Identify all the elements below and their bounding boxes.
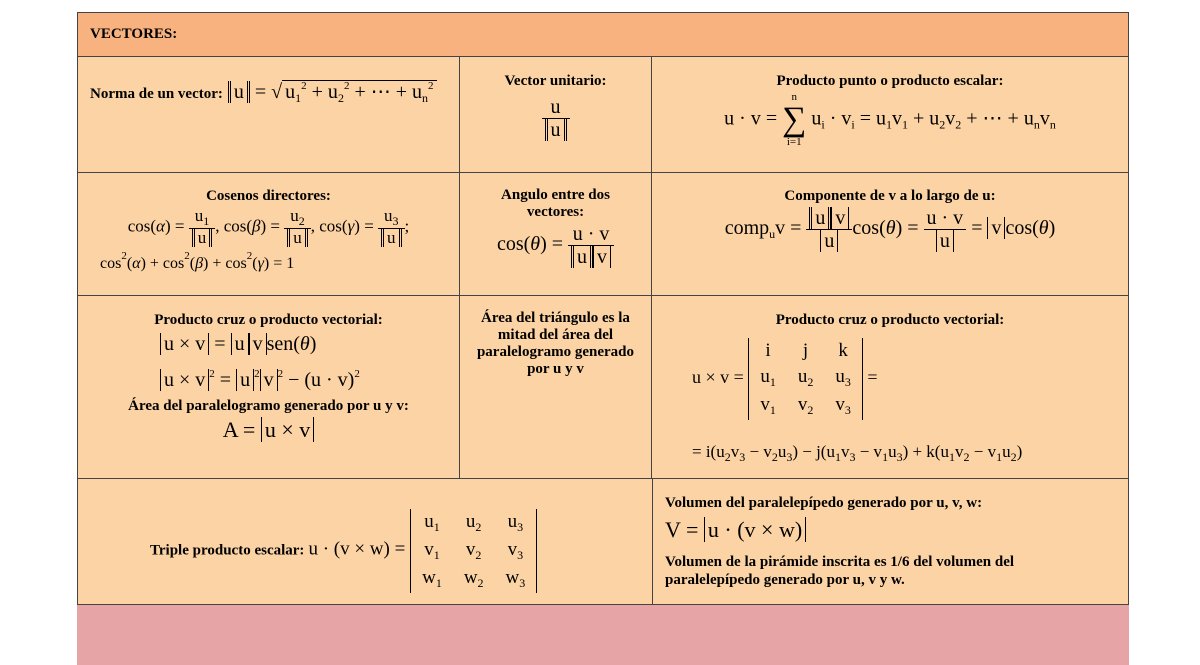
unitario-title: Vector unitario: [504,73,607,89]
cell-unitario [459,56,652,173]
next-section-band [77,604,1129,665]
cruz2-title: Producto cruz o producto vectorial: [775,312,1005,328]
componente-formula: comp$_u$v = $\frac{\text{u v}}{u}$ cos(θ) = $\frac{u \cdot v}{u}$ = v cos(θ) [724,207,1056,252]
cell-angulo [459,172,652,296]
cell-producto-cruz-determinante [651,295,1129,479]
section-title: VECTORES: [90,26,178,42]
angulo-title: Angulo entre dos vectores: [501,187,610,220]
cruz-expansion: = $i(u_2v_3 - v_2u_3) - j(u_1v_3 - v_1u_3) + k(u_1v_2 - v_1u_2)$ [692,442,1023,464]
cosenos-formula: cos(α) = $\frac{u_1}{u}$ , cos(β) = $\frac{u_2}{u}$ , cos(γ) = $\frac{u_3}{u}$ ; [127,206,410,248]
cell-triangulo [459,295,652,479]
cruz1-area-label: Área del paralelogramo generado por u y v: [128,398,409,414]
angulo-formula: cos(θ) = $\frac{u \cdot v}{\text{u v}}$ [460,223,651,268]
norma-label: Norma de un vector: [90,86,223,102]
volumen-note: Volumen de la pirámide inscrita es 1/6 del volumen del paralelepípedo generado por u, v y w. [665,554,1015,588]
triangulo-text: Área del triángulo es la mitad del área del paralelogramo generado por u y v [476,310,635,377]
punto-title: Producto punto o producto escalar: [776,73,1004,89]
triple-matrix: $u_1$ $u_2$ $u_3$ $v_1$ $v_2$ $v_3$ $w_1$ $w_2$ $w_3$ [410,509,537,593]
volumen-title: Volumen del paralelepípedo generado por u, v, w: [665,495,983,511]
cell-triple-producto [77,478,653,605]
componente-title: Componente de v a lo largo de u: [784,188,996,204]
triple-label: Triple producto escalar: [150,542,305,559]
volumen-formula: V = u · (v × w) [665,517,806,543]
cell-cosenos [77,172,460,296]
cell-producto-cruz [77,295,460,479]
punto-formula: u · v = n ∑ i=1 $u_i \cdot v_i = u_1v_1 + u_2v_2$ + ⋯ + $u_nv_n$ [724,91,1056,148]
cruz-magnitude: u × v = u v sen(θ) [78,333,459,356]
norma-formula: u = √ $u_1^2 + u_2^2$ + ⋯ + $u_n^2$ [228,80,437,103]
cell-componente [651,172,1129,296]
cell-volumen [652,478,1129,605]
determinant-matrix: i j k $u_1$ $u_2$ $u_3$ $v_1$ $v_2$ $v_3$ [748,338,863,420]
cell-norma [77,56,460,173]
cruz-lagrange: u × v $^2$ = u $^2$ v $^2 - (u \cdot v)^2$ [78,368,459,392]
section-header [77,12,1129,57]
cruz1-title: Producto cruz o producto vectorial: [154,312,383,328]
cosenos-identity: $\cos^2(\alpha) + \cos^2(\beta) + \cos^2(\gamma) = 1$ [100,249,295,272]
cell-producto-punto [651,56,1129,173]
formula-sheet [77,12,1129,652]
cosenos-title: Cosenos directores: [206,188,331,204]
triple-formula: Triple producto escalar: $u \cdot (v \times w) = u_1$ $u_2$ $u_3$ $v_1$ $v_2$ $v_3$ $w_1$ $w_2$ $w_3$ [150,509,537,593]
cruz-determinant: u × v = i j k $u_1$ $u_2$ $u_3$ $v_1$ $v_2$ $v_3$ = [692,338,877,420]
area-formula: A = u × v [78,417,459,443]
unitario-formula: $\frac{u}{u}$ [460,96,651,141]
